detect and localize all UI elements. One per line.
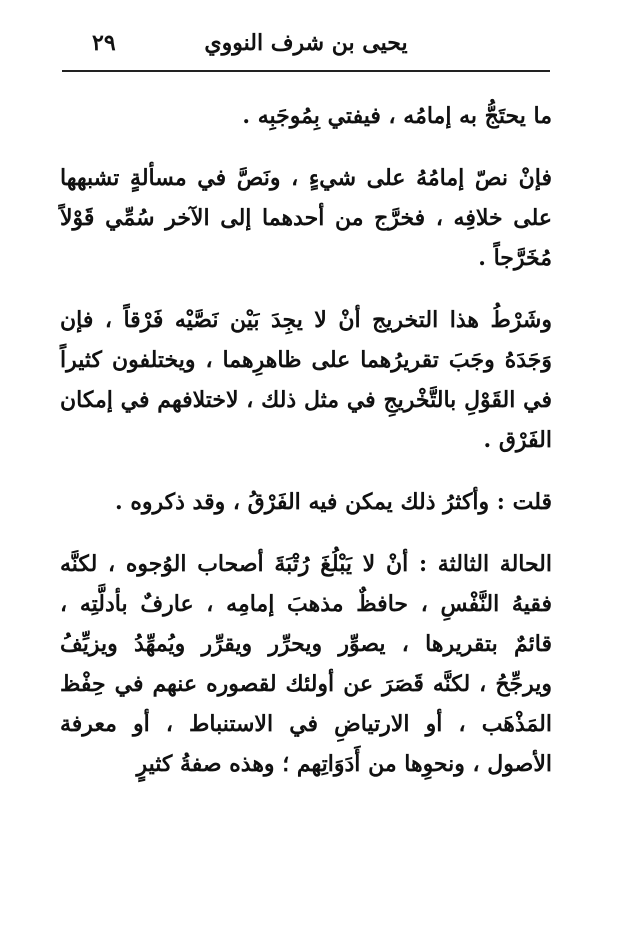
paragraph bbox=[60, 544, 552, 784]
page-number: ٢٩ bbox=[92, 30, 116, 56]
paragraph-text: أنْ لا يَبْلُغَ رُتْبَةَ أصحاب الوُجوه ، لكنَّه فقيهُ النَّفْسِ ، حافظٌ مذهبَ إمامِه ، عارفٌ بأدلَّتِه ، قائمٌ بتقريرها ، يصوِّر ويحرِّر ويقرِّر ويُمهِّدُ ويزيِّفُ ويرجِّحُ ، لكنَّه قَصَرَ عن أولئك لقصوره عنهم في حِفْظ المَذْهَب ، أو الارتياضِ في الاستنباط ، أو معرفة الأصول ، ونحوِها من أَدَوَاتِهم ؛ وهذه صفةُ كثيرٍ bbox=[60, 551, 552, 777]
paragraph: قلت : وأكثرُ ذلك يمكن فيه الفَرْقُ ، وقد ذكروه . bbox=[115, 489, 552, 515]
paragraph: ما يحتَجُّ به إمامُه ، فيفتي بِمُوجَبِه . bbox=[242, 103, 552, 129]
paragraph: وشَرْطُ هذا التخريج أنْ لا يجِدَ بَيْن نَصَّيْه فَرْقاً ، فإن وَجَدَهُ وجَبَ تقريرُهما على ظاهرِهما ، ويختلفون كثيراً في القَوْلِ بالتَّخْريجِ في مثل ذلك ، لاختلافهم في إمكان الفَرْق . bbox=[60, 307, 552, 453]
paragraph: فإنْ نصّ إمامُهُ على شيءٍ ، ونَصَّ في مسألةٍ تشبهها على خلافِه ، فخرَّج من أحدهما إلى الآخر سُمِّي قَوْلاً مُخَرَّجاً . bbox=[60, 165, 552, 271]
running-title: يحيى بن شرف النووي bbox=[204, 30, 408, 56]
body-text bbox=[60, 96, 552, 784]
section-lead: الحالة الثالثة : bbox=[418, 551, 552, 577]
page-header bbox=[62, 24, 550, 72]
